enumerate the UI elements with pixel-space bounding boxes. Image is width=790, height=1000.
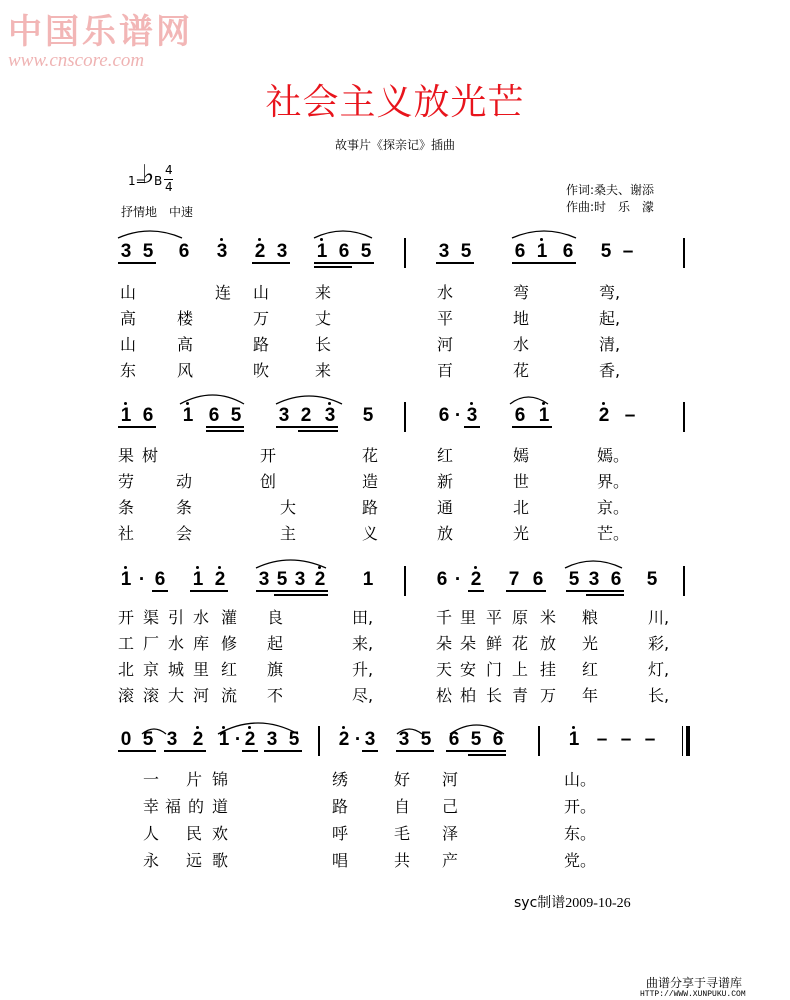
lyric: 来 [315, 283, 332, 302]
lyric: 柏 [460, 686, 477, 705]
note: 5 [362, 405, 374, 426]
lyric: 光 [582, 634, 599, 653]
note: 5 [276, 569, 288, 590]
eighth-underline [566, 590, 624, 592]
lyric: 条 [118, 498, 135, 517]
note: 6 [514, 241, 526, 262]
note: 6 [436, 569, 448, 590]
lyric: 动 [176, 472, 193, 491]
eighth-underline [190, 590, 228, 592]
note: 3 [278, 405, 290, 426]
lyric: 己 [442, 797, 459, 816]
lyric: 花 [512, 634, 529, 653]
lyric: 万 [253, 309, 270, 328]
lyric: 放 [540, 634, 557, 653]
lyric: 花 [513, 361, 530, 380]
eighth-underline [164, 750, 206, 752]
lyric: 嫣。 [597, 446, 630, 465]
lyric: 锦 [212, 770, 229, 789]
watermark-url: www.cnscore.com [8, 50, 145, 71]
note: 5 [646, 569, 658, 590]
lyric: 芒。 [597, 524, 630, 543]
note: 2 [598, 405, 610, 426]
lyric: 党。 [564, 851, 597, 870]
lyric: 长, [648, 686, 670, 705]
lyric: 义 [362, 524, 379, 543]
note: 3 [258, 569, 270, 590]
lyric: 远 [186, 851, 203, 870]
lyric: 弯, [599, 283, 621, 302]
eighth-underline [436, 262, 474, 264]
note: 3 [364, 729, 376, 750]
lyric: 果 [118, 446, 135, 465]
lyric: 原 [512, 608, 529, 627]
note: 5 [142, 241, 154, 262]
lyric: 安 [460, 660, 477, 679]
note: · [454, 569, 462, 590]
lyric: 绣 [332, 770, 349, 789]
song-title: 社会主义放光芒 [265, 82, 525, 123]
lyric: 开 [118, 608, 135, 627]
octave-dot [124, 402, 127, 405]
lyric: 引 [168, 608, 185, 627]
lyric: 大 [280, 498, 297, 517]
lyric: 产 [442, 851, 459, 870]
lyric: 山 [253, 283, 270, 302]
lyric: 来, [352, 634, 374, 653]
eighth-underline [242, 750, 258, 752]
lyric: 世 [513, 472, 530, 491]
lyric: 路 [332, 797, 349, 816]
lyric: 泽 [442, 824, 459, 843]
note: 2 [254, 241, 266, 262]
key-prefix: 1= [128, 174, 146, 188]
note: 3 [588, 569, 600, 590]
footer-share: 曲谱分享于寻谱库 [646, 976, 743, 990]
note: 6 [610, 569, 622, 590]
eighth-underline [152, 590, 168, 592]
lyric: 长 [486, 686, 503, 705]
lyric: 幸 [143, 797, 160, 816]
lyric: 田, [352, 608, 374, 627]
note: 3 [266, 729, 278, 750]
eighth-underline [206, 426, 244, 428]
lyric: 的 [188, 797, 205, 816]
octave-dot [248, 726, 251, 729]
note: 6 [448, 729, 460, 750]
lyric: 里 [460, 608, 477, 627]
note: · [234, 729, 242, 750]
note: 1 [192, 569, 204, 590]
note: 3 [438, 241, 450, 262]
note: 5 [142, 729, 154, 750]
lyric: 丈 [315, 309, 332, 328]
time-top: 4 [165, 163, 173, 177]
lyric: 水 [513, 335, 530, 354]
eighth-underline [256, 590, 328, 592]
note: 5 [230, 405, 242, 426]
lyric: 毛 [394, 824, 411, 843]
lyric: 民 [186, 824, 203, 843]
lyric: 城 [168, 660, 185, 679]
lyric: 红 [582, 660, 599, 679]
maker-date: 2009-10-26 [565, 896, 631, 911]
note: 1 [362, 569, 374, 590]
lyric: 朵 [460, 634, 477, 653]
lyric: 劳 [118, 472, 135, 491]
key-signature [128, 160, 188, 200]
eighth-underline [446, 750, 506, 752]
flat-icon: ♭ [142, 160, 155, 190]
note: 5 [420, 729, 432, 750]
lyric: 主 [280, 524, 297, 543]
bar-line [404, 402, 406, 432]
note: 3 [294, 569, 306, 590]
lyric: 连 [215, 283, 232, 302]
octave-dot [220, 238, 223, 241]
lyric: 山。 [564, 770, 597, 789]
lyric: 天 [436, 660, 453, 679]
maker-label: syc制谱 [514, 895, 566, 911]
note: – [596, 729, 608, 750]
time-bottom: 4 [165, 180, 173, 194]
eighth-underline [118, 426, 156, 428]
lyric: 起, [599, 309, 621, 328]
lyric: 香, [599, 361, 621, 380]
note: 5 [600, 241, 612, 262]
note: – [622, 241, 634, 262]
key-note: B [154, 174, 163, 188]
note: 1 [568, 729, 580, 750]
final-bar-thick [686, 726, 690, 756]
lyric: 京。 [597, 498, 630, 517]
lyric: 百 [437, 361, 454, 380]
lyric: 灌 [221, 608, 238, 627]
lyric: 大 [168, 686, 185, 705]
song-subtitle: 故事片《探亲记》插曲 [334, 138, 455, 152]
lyric: 路 [253, 335, 270, 354]
eighth-underline [362, 750, 378, 752]
eighth-underline [314, 266, 352, 268]
lyric: 放 [437, 524, 454, 543]
lyric: 尽, [352, 686, 374, 705]
lyric: 光 [513, 524, 530, 543]
octave-dot [474, 566, 477, 569]
lyric: 旗 [267, 660, 284, 679]
final-bar-thin [682, 726, 683, 756]
lyric: 滚 [143, 686, 160, 705]
composer-credit: 作曲:时 乐 濛 [566, 200, 655, 214]
eighth-underline [206, 430, 244, 432]
note: 6 [178, 241, 190, 262]
lyric: 米 [540, 608, 557, 627]
lyric: 花 [362, 446, 379, 465]
octave-dot [342, 726, 345, 729]
eighth-underline [512, 426, 552, 428]
tempo-marking: 抒情地 中速 [121, 205, 194, 219]
lyric: 福 [165, 797, 182, 816]
lyric: 鲜 [486, 634, 503, 653]
note: 2 [314, 569, 326, 590]
lyric: 升, [352, 660, 374, 679]
note: 1 [218, 729, 230, 750]
note: 6 [532, 569, 544, 590]
note: 1 [182, 405, 194, 426]
lyric: 北 [118, 660, 135, 679]
lyric: 山 [120, 283, 137, 302]
note: – [644, 729, 656, 750]
lyric: 川, [648, 608, 670, 627]
lyric: 片 [186, 770, 203, 789]
note: 7 [508, 569, 520, 590]
lyric: 清, [599, 335, 621, 354]
lyric: 河 [442, 770, 459, 789]
lyric: 开 [260, 446, 277, 465]
note: 1 [536, 241, 548, 262]
lyric: 高 [177, 335, 194, 354]
note: 2 [338, 729, 350, 750]
note: 1 [538, 405, 550, 426]
lyric: 永 [143, 851, 160, 870]
note: 6 [562, 241, 574, 262]
octave-dot [328, 402, 331, 405]
octave-dot [196, 726, 199, 729]
note: 6 [208, 405, 220, 426]
bar-line [404, 566, 406, 596]
lyric: 吹 [253, 361, 270, 380]
lyric: 造 [362, 472, 379, 491]
note: · [454, 405, 462, 426]
note: 3 [276, 241, 288, 262]
lyric: 良 [267, 608, 284, 627]
note: 6 [154, 569, 166, 590]
lyric: 新 [437, 472, 454, 491]
note: 3 [120, 241, 132, 262]
lyric: 千 [436, 608, 453, 627]
lyric: 道 [212, 797, 229, 816]
note: 2 [244, 729, 256, 750]
note: 5 [568, 569, 580, 590]
note: 2 [470, 569, 482, 590]
lyric: 库 [193, 634, 210, 653]
lyric: 东 [120, 361, 137, 380]
lyric: 滚 [118, 686, 135, 705]
note: 1 [120, 569, 132, 590]
lyric: 欢 [212, 824, 229, 843]
lyric: 弯 [513, 283, 530, 302]
lyric: 创 [260, 472, 277, 491]
note: 3 [466, 405, 478, 426]
note: 5 [470, 729, 482, 750]
lyric: 水 [193, 608, 210, 627]
lyric: 自 [394, 797, 411, 816]
lyric: 粮 [582, 608, 599, 627]
lyric: 修 [221, 634, 238, 653]
octave-dot [196, 566, 199, 569]
lyric: 河 [437, 335, 454, 354]
lyric: 一 [143, 770, 160, 789]
lyric: 人 [143, 824, 160, 843]
octave-dot [320, 238, 323, 241]
lyric: 朵 [436, 634, 453, 653]
note: · [138, 569, 146, 590]
score-signature [514, 892, 631, 912]
note: · [354, 729, 362, 750]
lyric: 嫣 [513, 446, 530, 465]
bar-line [318, 726, 320, 756]
lyric: 万 [540, 686, 557, 705]
lyric: 共 [394, 851, 411, 870]
lyric: 不 [267, 686, 284, 705]
bar-line [683, 402, 685, 432]
lyric: 界。 [597, 472, 630, 491]
eighth-underline [468, 754, 506, 756]
note: 6 [438, 405, 450, 426]
bar-line [683, 238, 685, 268]
lyric: 社 [118, 524, 135, 543]
lyric: 上 [512, 660, 529, 679]
note: 3 [216, 241, 228, 262]
lyric: 高 [120, 309, 137, 328]
note: – [624, 405, 636, 426]
bar-line [404, 238, 406, 268]
note: – [620, 729, 632, 750]
lyric: 来 [315, 361, 332, 380]
lyric: 渠 [143, 608, 160, 627]
octave-dot [186, 402, 189, 405]
lyric: 厂 [143, 634, 160, 653]
note: 0 [120, 729, 132, 750]
watermark-logo: 中国乐谱网 [8, 12, 193, 52]
octave-dot [470, 402, 473, 405]
octave-dot [540, 238, 543, 241]
lyric: 长 [315, 335, 332, 354]
note: 1 [316, 241, 328, 262]
eighth-underline [118, 262, 156, 264]
lyric: 山 [120, 335, 137, 354]
lyric: 京 [143, 660, 160, 679]
lyric: 风 [177, 361, 194, 380]
eighth-underline [252, 262, 290, 264]
eighth-underline [512, 262, 576, 264]
note: 2 [300, 405, 312, 426]
eighth-underline [118, 750, 156, 752]
lyric: 水 [168, 634, 185, 653]
lyric: 里 [193, 660, 210, 679]
note: 1 [120, 405, 132, 426]
note: 3 [166, 729, 178, 750]
note: 5 [360, 241, 372, 262]
lyric: 年 [582, 686, 599, 705]
octave-dot [258, 238, 261, 241]
note: 2 [192, 729, 204, 750]
note: 6 [142, 405, 154, 426]
eighth-underline [464, 426, 480, 428]
note: 6 [514, 405, 526, 426]
note: 5 [460, 241, 472, 262]
lyric: 水 [437, 283, 454, 302]
lyric: 起 [267, 634, 284, 653]
lyric: 东。 [564, 824, 597, 843]
lyric: 唱 [332, 851, 349, 870]
octave-dot [572, 726, 575, 729]
note: 6 [492, 729, 504, 750]
lyric: 工 [118, 634, 135, 653]
octave-dot [218, 566, 221, 569]
eighth-underline [276, 426, 338, 428]
lyric: 会 [176, 524, 193, 543]
eighth-underline [314, 262, 374, 264]
lyric: 开。 [564, 797, 597, 816]
lyric: 红 [221, 660, 238, 679]
lyric: 通 [437, 498, 454, 517]
lyric: 松 [436, 686, 453, 705]
lyric: 地 [513, 309, 530, 328]
note: 3 [324, 405, 336, 426]
bar-line [683, 566, 685, 596]
lyric: 青 [512, 686, 529, 705]
lyric: 灯, [648, 660, 670, 679]
note: 3 [398, 729, 410, 750]
lyric: 红 [437, 446, 454, 465]
eighth-underline [468, 590, 484, 592]
lyric: 平 [437, 309, 454, 328]
eighth-underline [298, 430, 338, 432]
lyric: 歌 [212, 851, 229, 870]
lyric: 挂 [540, 660, 557, 679]
octave-dot [222, 726, 225, 729]
eighth-underline [586, 594, 624, 596]
lyric: 平 [486, 608, 503, 627]
eighth-underline [506, 590, 546, 592]
eighth-underline [396, 750, 434, 752]
footer-url[interactable]: HTTP://WWW.XUNPUKU.COM [640, 990, 746, 999]
lyric: 河 [193, 686, 210, 705]
octave-dot [602, 402, 605, 405]
lyric: 好 [394, 770, 411, 789]
lyric: 楼 [177, 309, 194, 328]
lyric: 树 [142, 446, 159, 465]
lyric: 条 [176, 498, 193, 517]
octave-dot [542, 402, 545, 405]
lyric: 北 [513, 498, 530, 517]
lyric: 门 [486, 660, 503, 679]
bar-line [538, 726, 540, 756]
lyric: 路 [362, 498, 379, 517]
note: 2 [214, 569, 226, 590]
eighth-underline [264, 750, 302, 752]
note: 5 [288, 729, 300, 750]
octave-dot [318, 566, 321, 569]
lyric: 彩, [648, 634, 670, 653]
note: 6 [338, 241, 350, 262]
lyric: 流 [221, 686, 238, 705]
lyric: 呼 [332, 824, 349, 843]
octave-dot [124, 566, 127, 569]
lyricist-credit: 作词:桑夫、谢添 [566, 183, 655, 197]
eighth-underline [274, 594, 328, 596]
